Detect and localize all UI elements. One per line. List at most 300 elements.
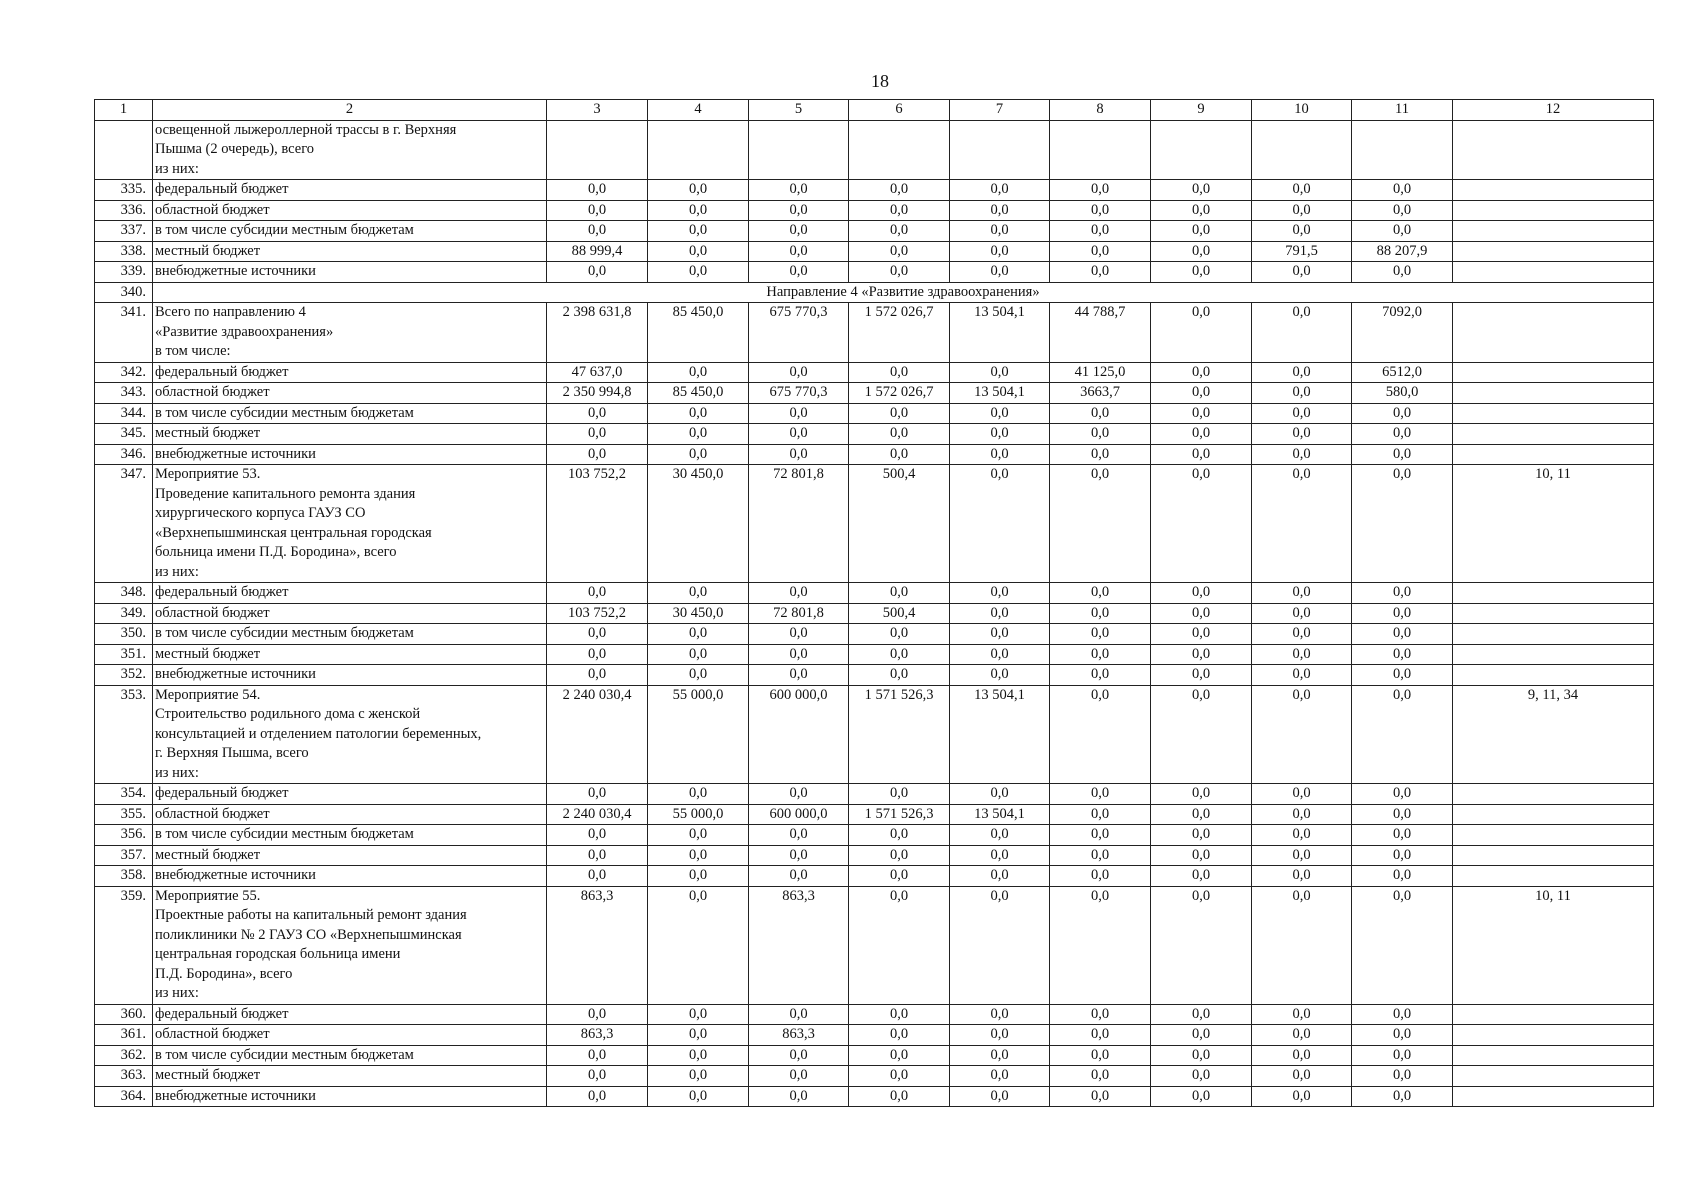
value-cell: 0,0	[1352, 1045, 1453, 1066]
value-cell: 13 504,1	[950, 804, 1050, 825]
value-cell: 88 999,4	[547, 241, 648, 262]
value-cell: 0,0	[1352, 403, 1453, 424]
value-cell: 0,0	[749, 1066, 849, 1087]
description-line: «Верхнепышминская центральная городская	[155, 524, 432, 541]
value-cell: 0,0	[1352, 603, 1453, 624]
value-cell: 0,0	[1252, 825, 1352, 846]
table-row	[95, 221, 1654, 242]
table-row	[95, 603, 1654, 624]
value-cell: 0,0	[1050, 465, 1151, 583]
value-cell: 863,3	[547, 886, 648, 1004]
description-line: центральная городская больница имени	[155, 946, 401, 962]
value-cell: 0,0	[1151, 1025, 1252, 1046]
value-cell: 0,0	[950, 825, 1050, 846]
description-line: в том числе субсидии местным бюджетам	[155, 826, 414, 842]
value-cell: 0,0	[1352, 465, 1453, 583]
value-cell: 0,0	[749, 403, 849, 424]
value-cell: 0,0	[547, 845, 648, 866]
value-cell: 0,0	[1352, 180, 1453, 201]
value-cell: 0,0	[1050, 180, 1151, 201]
value-cell: 0,0	[1050, 1025, 1151, 1046]
value-cell: 0,0	[1151, 1004, 1252, 1025]
description-line: областной бюджет	[155, 384, 270, 400]
value-cell: 85 450,0	[648, 383, 749, 404]
row-description	[153, 120, 547, 180]
row-number: 363.	[95, 1066, 153, 1087]
value-cell: 500,4	[849, 603, 950, 624]
value-cell: 0,0	[950, 1086, 1050, 1107]
value-cell: 0,0	[1050, 200, 1151, 221]
value-cell: 0,0	[1252, 465, 1352, 583]
section-row	[95, 282, 1654, 303]
value-cell: 0,0	[547, 200, 648, 221]
value-cell: 0,0	[849, 1086, 950, 1107]
value-cell: 0,0	[950, 362, 1050, 383]
value-cell: 0,0	[1050, 424, 1151, 445]
value-cell: 0,0	[950, 1045, 1050, 1066]
row-description	[153, 444, 547, 465]
value-cell: 0,0	[749, 665, 849, 686]
target-ref-cell	[1453, 221, 1654, 242]
value-cell: 103 752,2	[547, 603, 648, 624]
value-cell: 0,0	[849, 200, 950, 221]
value-cell	[849, 120, 950, 180]
value-cell: 41 125,0	[1050, 362, 1151, 383]
value-cell: 2 398 631,8	[547, 303, 648, 363]
value-cell: 0,0	[1151, 1086, 1252, 1107]
column-number-cell: 6	[849, 100, 950, 121]
value-cell: 0,0	[1151, 886, 1252, 1004]
description-line: областной бюджет	[155, 1026, 270, 1042]
value-cell: 0,0	[1352, 784, 1453, 805]
row-number: 340.	[95, 282, 153, 303]
value-cell: 863,3	[547, 1025, 648, 1046]
value-cell: 0,0	[1151, 444, 1252, 465]
value-cell: 0,0	[1050, 583, 1151, 604]
row-description	[153, 221, 547, 242]
value-cell: 0,0	[950, 403, 1050, 424]
value-cell: 0,0	[1151, 624, 1252, 645]
value-cell: 0,0	[1050, 866, 1151, 887]
row-description	[153, 1025, 547, 1046]
value-cell: 0,0	[1050, 685, 1151, 784]
value-cell: 0,0	[950, 603, 1050, 624]
value-cell: 0,0	[1252, 784, 1352, 805]
value-cell: 0,0	[1352, 262, 1453, 283]
value-cell: 0,0	[648, 825, 749, 846]
value-cell: 0,0	[749, 624, 849, 645]
value-cell: 0,0	[1352, 886, 1453, 1004]
value-cell: 0,0	[1352, 1066, 1453, 1087]
value-cell: 0,0	[648, 362, 749, 383]
description-line: консультацией и отделением патологии беременных,	[155, 725, 482, 742]
value-cell: 0,0	[1050, 886, 1151, 1004]
value-cell: 0,0	[1151, 804, 1252, 825]
value-cell: 72 801,8	[749, 603, 849, 624]
value-cell: 0,0	[849, 644, 950, 665]
target-ref-cell	[1453, 362, 1654, 383]
description-line: Мероприятие 54.	[155, 686, 261, 703]
value-cell: 85 450,0	[648, 303, 749, 363]
table-row	[95, 444, 1654, 465]
value-cell: 0,0	[849, 784, 950, 805]
description-line: хирургического корпуса ГАУЗ СО	[155, 505, 366, 521]
value-cell: 0,0	[648, 444, 749, 465]
value-cell: 3663,7	[1050, 383, 1151, 404]
page-number: 18	[871, 71, 889, 91]
value-cell: 88 207,9	[1352, 241, 1453, 262]
description-line: «Развитие здравоохранения»	[155, 323, 334, 340]
value-cell: 0,0	[1352, 444, 1453, 465]
value-cell: 0,0	[749, 180, 849, 201]
column-number-cell: 11	[1352, 100, 1453, 121]
value-cell: 0,0	[1050, 241, 1151, 262]
column-number-row	[95, 100, 1654, 121]
value-cell: 0,0	[1352, 200, 1453, 221]
value-cell: 0,0	[1352, 845, 1453, 866]
value-cell	[1050, 120, 1151, 180]
value-cell: 0,0	[1151, 403, 1252, 424]
target-ref-cell	[1453, 383, 1654, 404]
target-ref-cell	[1453, 120, 1654, 180]
value-cell: 0,0	[547, 583, 648, 604]
description-line: местный бюджет	[155, 645, 261, 662]
value-cell: 0,0	[547, 1086, 648, 1107]
value-cell: 0,0	[1352, 1025, 1453, 1046]
value-cell: 0,0	[849, 1045, 950, 1066]
value-cell: 0,0	[1252, 180, 1352, 201]
column-number-cell: 9	[1151, 100, 1252, 121]
value-cell: 0,0	[849, 1004, 950, 1025]
description-line: П.Д. Бородина», всего	[155, 965, 293, 982]
description-line: федеральный бюджет	[155, 181, 289, 197]
value-cell: 0,0	[1050, 1066, 1151, 1087]
value-cell: 7092,0	[1352, 303, 1453, 363]
row-description	[153, 1086, 547, 1107]
row-description	[153, 644, 547, 665]
column-number-cell: 3	[547, 100, 648, 121]
value-cell: 30 450,0	[648, 603, 749, 624]
value-cell: 0,0	[1252, 383, 1352, 404]
value-cell: 0,0	[849, 403, 950, 424]
section-title: Направление 4 «Развитие здравоохранения»	[153, 282, 1654, 303]
value-cell: 0,0	[1050, 784, 1151, 805]
row-number: 359.	[95, 886, 153, 1004]
table-row	[95, 624, 1654, 645]
table-row	[95, 583, 1654, 604]
row-description	[153, 180, 547, 201]
value-cell: 0,0	[849, 1025, 950, 1046]
table-row	[95, 362, 1654, 383]
value-cell: 0,0	[1151, 866, 1252, 887]
value-cell: 0,0	[849, 866, 950, 887]
value-cell: 0,0	[648, 583, 749, 604]
row-description	[153, 825, 547, 846]
value-cell: 0,0	[1050, 444, 1151, 465]
row-number	[95, 120, 153, 180]
value-cell: 0,0	[1151, 784, 1252, 805]
value-cell: 0,0	[1050, 1086, 1151, 1107]
value-cell: 13 504,1	[950, 383, 1050, 404]
value-cell: 0,0	[849, 362, 950, 383]
value-cell: 0,0	[749, 262, 849, 283]
value-cell: 0,0	[950, 784, 1050, 805]
description-line: в том числе субсидии местным бюджетам	[155, 625, 414, 641]
row-description	[153, 603, 547, 624]
column-number-cell: 1	[95, 100, 153, 121]
row-description	[153, 200, 547, 221]
row-description	[153, 241, 547, 262]
value-cell: 0,0	[1050, 1004, 1151, 1025]
value-cell: 580,0	[1352, 383, 1453, 404]
value-cell: 0,0	[1252, 403, 1352, 424]
value-cell: 0,0	[950, 200, 1050, 221]
value-cell: 2 240 030,4	[547, 685, 648, 784]
value-cell: 0,0	[1352, 825, 1453, 846]
value-cell: 0,0	[749, 200, 849, 221]
value-cell: 0,0	[1252, 665, 1352, 686]
value-cell: 2 350 994,8	[547, 383, 648, 404]
column-number-cell: 8	[1050, 100, 1151, 121]
value-cell: 0,0	[648, 424, 749, 445]
value-cell: 0,0	[1050, 665, 1151, 686]
row-number: 335.	[95, 180, 153, 201]
description-line: Всего по направлению 4	[155, 304, 306, 320]
table-row	[95, 424, 1654, 445]
value-cell: 0,0	[749, 1004, 849, 1025]
value-cell: 0,0	[950, 583, 1050, 604]
value-cell: 0,0	[1352, 665, 1453, 686]
target-ref-cell	[1453, 1066, 1654, 1087]
value-cell: 0,0	[950, 1025, 1050, 1046]
target-ref-cell	[1453, 825, 1654, 846]
value-cell: 0,0	[1352, 1086, 1453, 1107]
target-ref-cell	[1453, 644, 1654, 665]
value-cell: 0,0	[1252, 444, 1352, 465]
value-cell	[1352, 120, 1453, 180]
budget-table	[94, 99, 1654, 1107]
row-number: 364.	[95, 1086, 153, 1107]
value-cell: 0,0	[1050, 644, 1151, 665]
target-ref-cell	[1453, 624, 1654, 645]
row-description	[153, 1045, 547, 1066]
row-number: 344.	[95, 403, 153, 424]
column-number-cell: 2	[153, 100, 547, 121]
value-cell: 0,0	[1050, 221, 1151, 242]
target-ref-cell	[1453, 804, 1654, 825]
value-cell: 72 801,8	[749, 465, 849, 583]
target-ref-cell	[1453, 444, 1654, 465]
value-cell: 0,0	[648, 1045, 749, 1066]
value-cell: 0,0	[950, 444, 1050, 465]
value-cell: 0,0	[1252, 644, 1352, 665]
value-cell: 0,0	[1252, 845, 1352, 866]
target-ref-cell	[1453, 1025, 1654, 1046]
value-cell: 0,0	[950, 424, 1050, 445]
target-ref-cell	[1453, 303, 1654, 363]
value-cell: 0,0	[648, 403, 749, 424]
row-number: 355.	[95, 804, 153, 825]
value-cell: 0,0	[950, 644, 1050, 665]
description-line: г. Верхняя Пышма, всего	[155, 745, 309, 761]
value-cell: 0,0	[1151, 303, 1252, 363]
value-cell: 0,0	[849, 262, 950, 283]
table-row	[95, 665, 1654, 686]
description-line: Мероприятие 53.	[155, 466, 261, 482]
value-cell: 0,0	[749, 644, 849, 665]
description-line: областной бюджет	[155, 604, 270, 621]
target-ref-cell	[1453, 583, 1654, 604]
value-cell: 0,0	[849, 845, 950, 866]
row-number: 345.	[95, 424, 153, 445]
value-cell: 0,0	[547, 180, 648, 201]
row-number: 352.	[95, 665, 153, 686]
description-line: освещенной лыжероллерной трассы в г. Верхняя	[155, 121, 457, 138]
value-cell: 0,0	[547, 644, 648, 665]
value-cell: 0,0	[1352, 644, 1453, 665]
table-row	[95, 403, 1654, 424]
row-number: 342.	[95, 362, 153, 383]
value-cell: 13 504,1	[950, 303, 1050, 363]
row-description	[153, 784, 547, 805]
value-cell: 0,0	[648, 866, 749, 887]
target-ref-cell: 10, 11	[1453, 886, 1654, 1004]
value-cell: 0,0	[1252, 262, 1352, 283]
value-cell: 0,0	[1252, 583, 1352, 604]
row-description	[153, 303, 547, 363]
target-ref-cell	[1453, 1045, 1654, 1066]
value-cell	[648, 120, 749, 180]
value-cell: 0,0	[950, 262, 1050, 283]
value-cell: 0,0	[1252, 685, 1352, 784]
row-number: 343.	[95, 383, 153, 404]
table-row	[95, 685, 1654, 784]
value-cell: 2 240 030,4	[547, 804, 648, 825]
value-cell: 0,0	[547, 784, 648, 805]
value-cell: 0,0	[1252, 603, 1352, 624]
target-ref-cell	[1453, 665, 1654, 686]
row-description	[153, 465, 547, 583]
value-cell: 0,0	[950, 221, 1050, 242]
description-line: внебюджетные источники	[155, 867, 316, 883]
row-description	[153, 804, 547, 825]
row-number: 360.	[95, 1004, 153, 1025]
target-ref-cell	[1453, 845, 1654, 866]
target-ref-cell: 10, 11	[1453, 465, 1654, 583]
table-row	[95, 1066, 1654, 1087]
value-cell: 0,0	[849, 180, 950, 201]
value-cell: 0,0	[1352, 424, 1453, 445]
value-cell: 0,0	[1050, 403, 1151, 424]
value-cell: 0,0	[547, 221, 648, 242]
description-line: в том числе субсидии местным бюджетам	[155, 404, 414, 421]
value-cell: 0,0	[950, 241, 1050, 262]
row-number: 349.	[95, 603, 153, 624]
value-cell: 0,0	[547, 624, 648, 645]
value-cell: 500,4	[849, 465, 950, 583]
value-cell: 0,0	[749, 825, 849, 846]
value-cell: 0,0	[1252, 886, 1352, 1004]
row-description	[153, 424, 547, 445]
row-number: 357.	[95, 845, 153, 866]
value-cell: 1 572 026,7	[849, 383, 950, 404]
table-row	[95, 180, 1654, 201]
column-number-cell: 12	[1453, 100, 1654, 121]
value-cell	[749, 120, 849, 180]
row-description	[153, 665, 547, 686]
value-cell: 0,0	[648, 1086, 749, 1107]
value-cell: 0,0	[547, 424, 648, 445]
value-cell: 1 571 526,3	[849, 685, 950, 784]
value-cell: 0,0	[749, 1045, 849, 1066]
value-cell: 0,0	[1352, 583, 1453, 604]
description-line: внебюджетные источники	[155, 1087, 316, 1104]
row-number: 358.	[95, 866, 153, 887]
table-body	[95, 100, 1654, 1107]
value-cell: 0,0	[849, 241, 950, 262]
value-cell: 0,0	[1252, 362, 1352, 383]
value-cell: 0,0	[1050, 1045, 1151, 1066]
value-cell: 0,0	[1050, 825, 1151, 846]
value-cell: 0,0	[1151, 200, 1252, 221]
value-cell: 0,0	[749, 866, 849, 887]
value-cell: 0,0	[1352, 221, 1453, 242]
table-row	[95, 120, 1654, 180]
description-line: внебюджетные источники	[155, 445, 316, 462]
target-ref-cell	[1453, 424, 1654, 445]
row-number: 338.	[95, 241, 153, 262]
target-ref-cell	[1453, 603, 1654, 624]
value-cell: 0,0	[950, 866, 1050, 887]
target-ref-cell	[1453, 180, 1654, 201]
value-cell: 0,0	[1050, 262, 1151, 283]
row-number: 348.	[95, 583, 153, 604]
value-cell: 30 450,0	[648, 465, 749, 583]
value-cell	[1151, 120, 1252, 180]
value-cell: 0,0	[547, 444, 648, 465]
value-cell: 1 571 526,3	[849, 804, 950, 825]
target-ref-cell: 9, 11, 34	[1453, 685, 1654, 784]
value-cell: 6512,0	[1352, 362, 1453, 383]
target-ref-cell	[1453, 262, 1654, 283]
value-cell: 0,0	[1151, 845, 1252, 866]
value-cell: 0,0	[749, 362, 849, 383]
table-row	[95, 303, 1654, 363]
value-cell	[1252, 120, 1352, 180]
value-cell: 0,0	[1151, 583, 1252, 604]
value-cell: 0,0	[648, 845, 749, 866]
target-ref-cell	[1453, 241, 1654, 262]
row-number: 336.	[95, 200, 153, 221]
value-cell: 0,0	[648, 1025, 749, 1046]
target-ref-cell	[1453, 784, 1654, 805]
value-cell: 0,0	[1050, 624, 1151, 645]
value-cell: 13 504,1	[950, 685, 1050, 784]
row-number: 361.	[95, 1025, 153, 1046]
value-cell: 0,0	[1252, 1066, 1352, 1087]
table-row	[95, 241, 1654, 262]
row-description	[153, 685, 547, 784]
description-line: Проектные работы на капитальный ремонт здания	[155, 907, 467, 923]
table-row	[95, 1086, 1654, 1107]
value-cell: 600 000,0	[749, 804, 849, 825]
value-cell: 0,0	[1352, 685, 1453, 784]
value-cell: 0,0	[1050, 845, 1151, 866]
value-cell: 0,0	[1151, 603, 1252, 624]
row-number: 353.	[95, 685, 153, 784]
value-cell: 0,0	[1151, 1066, 1252, 1087]
description-line: внебюджетные источники	[155, 263, 316, 279]
